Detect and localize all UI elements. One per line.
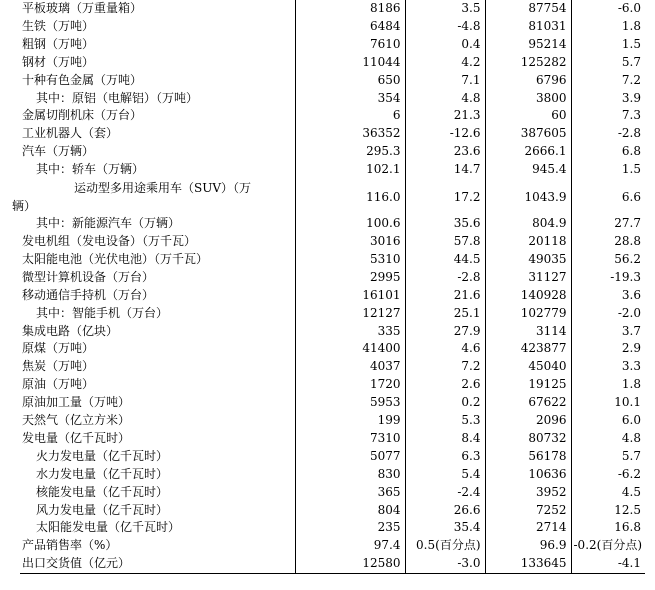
product-name-cell: 水力发电量（亿千瓦时） [20,466,295,484]
ytd-output-cell: 423877 [485,340,571,358]
monthly-output-cell: 650 [295,72,405,90]
ytd-growth-cell: 56.2 [614,251,641,266]
ytd-growth-cell: -4.1 [571,555,645,573]
ytd-growth-cell: 7.2 [621,72,641,87]
ytd-output-cell: 1043.9 [485,179,571,215]
ytd-output-cell: 7252 [485,502,571,520]
monthly-growth-cell: -2.4 [405,484,485,502]
table-row [20,340,645,358]
table-row [20,287,645,305]
monthly-growth-cell: 17.2 [405,179,485,215]
ytd-growth-cell: 1.5 [621,162,641,177]
table-body [12,0,645,574]
product-name-cell [12,179,295,215]
product-name-cell: 集成电路（亿块） [20,323,295,341]
ytd-output-cell: 125282 [485,54,571,72]
ytd-growth-cell: 5.7 [621,448,641,463]
monthly-output-cell: 97.4 [295,537,405,555]
product-name-cell: 风力发电量（亿千瓦时） [20,502,295,520]
ytd-growth-cell: 27.7 [614,216,641,231]
ytd-output-cell: 56178 [485,448,571,466]
ytd-output-cell: 3952 [485,484,571,502]
table-row [20,179,645,215]
monthly-output-cell: 11044 [295,54,405,72]
ytd-output-cell: 49035 [485,251,571,269]
monthly-output-cell: 41400 [295,340,405,358]
monthly-output-cell: 12127 [295,305,405,323]
table-row [20,125,645,143]
monthly-output-cell: 36352 [295,125,405,143]
ytd-growth-cell: 3.3 [621,359,641,374]
product-name-cell: 金属切削机床（万台） [20,107,295,125]
ytd-output-cell: 20118 [485,233,571,251]
monthly-output-cell: 6484 [295,18,405,36]
table-row [20,251,645,269]
product-name-cell: 其中：新能源汽车（万辆） [20,215,295,233]
monthly-output-cell: 6 [295,107,405,125]
ytd-growth-cell: 6.6 [621,190,641,205]
ytd-output-cell: 87754 [485,0,571,18]
product-name-cell: 钢材（万吨） [20,54,295,72]
monthly-output-cell: 116.0 [295,179,405,215]
table-row [20,54,645,72]
monthly-output-cell: 5310 [295,251,405,269]
ytd-growth-cell: 6.0 [621,413,641,428]
monthly-growth-cell: 5.4 [405,466,485,484]
monthly-growth-cell: 35.6 [405,215,485,233]
ytd-growth-cell: 1.5 [621,36,641,51]
product-name-cell: 工业机器人（套） [20,125,295,143]
table-row [20,107,645,125]
table-row [20,376,645,394]
monthly-growth-cell: 6.3 [405,448,485,466]
ytd-growth-cell: -6.0 [617,1,641,15]
monthly-output-cell: 16101 [295,287,405,305]
ytd-growth-cell: 7.3 [621,108,641,123]
monthly-growth-cell: 4.8 [405,90,485,108]
product-name-cell: 微型计算机设备（万台） [20,269,295,287]
table-row [20,233,645,251]
product-name-cell: 十种有色金属（万吨） [20,72,295,90]
monthly-output-cell: 5953 [295,394,405,412]
monthly-growth-cell: -3.0 [405,555,485,573]
monthly-growth-cell: -4.8 [405,18,485,36]
table-row [20,430,645,448]
product-name-line2: 辆） [12,199,37,214]
ytd-growth-cell: 4.5 [621,484,641,499]
ytd-output-cell: 19125 [485,376,571,394]
table-row [20,502,645,520]
monthly-growth-cell: 3.5 [405,0,485,18]
ytd-growth-cell: 5.7 [621,54,641,69]
monthly-growth-cell: 21.3 [405,107,485,125]
monthly-output-cell: 335 [295,323,405,341]
product-name-cell: 发电机组（发电设备）（万千瓦） [20,233,295,251]
monthly-growth-cell: 25.1 [405,305,485,323]
ytd-output-cell: 2096 [485,412,571,430]
monthly-growth-cell: 23.6 [405,143,485,161]
ytd-output-cell: 6796 [485,72,571,90]
ytd-output-cell: 387605 [485,125,571,143]
table-row [20,555,645,573]
ytd-growth-cell: 16.8 [614,520,641,535]
ytd-output-cell: 95214 [485,36,571,54]
ytd-output-cell: 67622 [485,394,571,412]
monthly-growth-cell: 2.6 [405,376,485,394]
ytd-growth-cell: -6.2 [617,466,641,481]
ytd-growth-cell: 3.6 [621,287,641,302]
monthly-output-cell: 100.6 [295,215,405,233]
ytd-output-cell: 81031 [485,18,571,36]
table-row [20,412,645,430]
monthly-growth-cell: 57.8 [405,233,485,251]
monthly-output-cell: 2995 [295,269,405,287]
product-name-cell: 汽车（万辆） [20,143,295,161]
table-row [20,305,645,323]
product-name-cell: 发电量（亿千瓦时） [20,430,295,448]
monthly-growth-cell: 0.5(百分点) [405,537,485,555]
product-name-cell: 产品销售率（%） [20,537,295,555]
monthly-output-cell: 8186 [295,0,405,18]
monthly-output-cell: 365 [295,484,405,502]
ytd-growth-cell: 3.9 [621,90,641,105]
monthly-output-cell: 295.3 [295,143,405,161]
monthly-output-cell: 5077 [295,448,405,466]
monthly-output-cell: 3016 [295,233,405,251]
table-row [20,0,645,18]
product-name-cell: 其中：智能手机（万台） [20,305,295,323]
product-name-cell: 原油加工量（万吨） [20,394,295,412]
ytd-growth-cell: 1.8 [621,18,641,33]
ytd-growth-cell: 6.8 [621,144,641,159]
ytd-output-cell: 2714 [485,519,571,537]
product-name-cell: 核能发电量（亿千瓦时） [20,484,295,502]
ytd-growth-cell: -19.3 [610,269,641,284]
product-name-cell: 火力发电量（亿千瓦时） [20,448,295,466]
ytd-growth-cell: 1.8 [621,377,641,392]
table-row [20,323,645,341]
table-row [20,394,645,412]
ytd-growth-cell: 2.9 [621,341,641,356]
product-name-cell: 平板玻璃（万重量箱） [20,0,295,18]
table-row [20,537,645,555]
ytd-output-cell: 2666.1 [485,143,571,161]
table-row [20,358,645,376]
table-row [20,143,645,161]
product-name-cell: 太阳能发电量（亿千瓦时） [20,519,295,537]
product-name-line1: 运动型多用途乘用车（SUV）（万 [74,181,252,196]
product-name-cell: 太阳能电池（光伏电池）（万千瓦） [20,251,295,269]
monthly-output-cell: 7610 [295,36,405,54]
monthly-output-cell: 1720 [295,376,405,394]
industrial-output-table [12,0,645,574]
monthly-output-cell: 830 [295,466,405,484]
monthly-growth-cell: 7.2 [405,358,485,376]
monthly-growth-cell: -2.8 [405,269,485,287]
monthly-output-cell: 354 [295,90,405,108]
ytd-growth-cell: -0.2(百分点) [573,538,643,553]
product-name-cell: 天然气（亿立方米） [20,412,295,430]
monthly-output-cell: 804 [295,502,405,520]
product-name-cell: 出口交货值（亿元） [20,555,295,573]
monthly-output-cell: 4037 [295,358,405,376]
monthly-growth-cell: 5.3 [405,412,485,430]
table-row [20,484,645,502]
table-row [20,72,645,90]
table-row [20,519,645,537]
product-name-cell: 移动通信手持机（万台） [20,287,295,305]
ytd-growth-cell: 28.8 [614,233,641,248]
product-name-cell: 原油（万吨） [20,376,295,394]
ytd-growth-cell: 10.1 [614,395,641,410]
ytd-output-cell: 804.9 [485,215,571,233]
table-row [20,90,645,108]
monthly-output-cell: 102.1 [295,161,405,179]
ytd-output-cell: 10636 [485,466,571,484]
monthly-growth-cell: 0.4 [405,36,485,54]
ytd-output-cell: 945.4 [485,161,571,179]
ytd-growth-cell: -2.8 [617,126,641,141]
ytd-output-cell: 133645 [485,555,571,573]
monthly-growth-cell: 35.4 [405,519,485,537]
ytd-output-cell: 3114 [485,323,571,341]
product-name-cell: 原煤（万吨） [20,340,295,358]
table-row [20,466,645,484]
ytd-growth-cell: 4.8 [621,430,641,445]
ytd-output-cell: 96.9 [485,537,571,555]
ytd-output-cell: 102779 [485,305,571,323]
product-name-cell: 其中：原铝（电解铝）（万吨） [20,90,295,108]
table-row [20,18,645,36]
ytd-growth-cell: 3.7 [621,323,641,338]
ytd-growth-cell: 12.5 [614,502,641,517]
product-name-cell: 生铁（万吨） [20,18,295,36]
ytd-growth-cell: -2.0 [617,305,641,320]
monthly-growth-cell: 26.6 [405,502,485,520]
monthly-growth-cell: 8.4 [405,430,485,448]
product-name-cell: 其中：轿车（万辆） [20,161,295,179]
monthly-output-cell: 12580 [295,555,405,573]
table-row [20,161,645,179]
monthly-growth-cell: 4.2 [405,54,485,72]
ytd-output-cell: 140928 [485,287,571,305]
monthly-growth-cell: 7.1 [405,72,485,90]
table-row [20,215,645,233]
table-row [20,36,645,54]
ytd-output-cell: 31127 [485,269,571,287]
ytd-output-cell: 3800 [485,90,571,108]
monthly-growth-cell: 44.5 [405,251,485,269]
monthly-output-cell: 199 [295,412,405,430]
monthly-growth-cell: 21.6 [405,287,485,305]
product-name-cell: 粗钢（万吨） [20,36,295,54]
table-row [20,448,645,466]
product-name-cell: 焦炭（万吨） [20,358,295,376]
table-row [20,269,645,287]
ytd-output-cell: 45040 [485,358,571,376]
monthly-growth-cell: 27.9 [405,323,485,341]
monthly-output-cell: 7310 [295,430,405,448]
ytd-output-cell: 80732 [485,430,571,448]
monthly-output-cell: 235 [295,519,405,537]
monthly-growth-cell: 4.6 [405,340,485,358]
monthly-growth-cell: 0.2 [405,394,485,412]
monthly-growth-cell: -12.6 [405,125,485,143]
monthly-growth-cell: 14.7 [405,161,485,179]
ytd-output-cell: 60 [485,107,571,125]
